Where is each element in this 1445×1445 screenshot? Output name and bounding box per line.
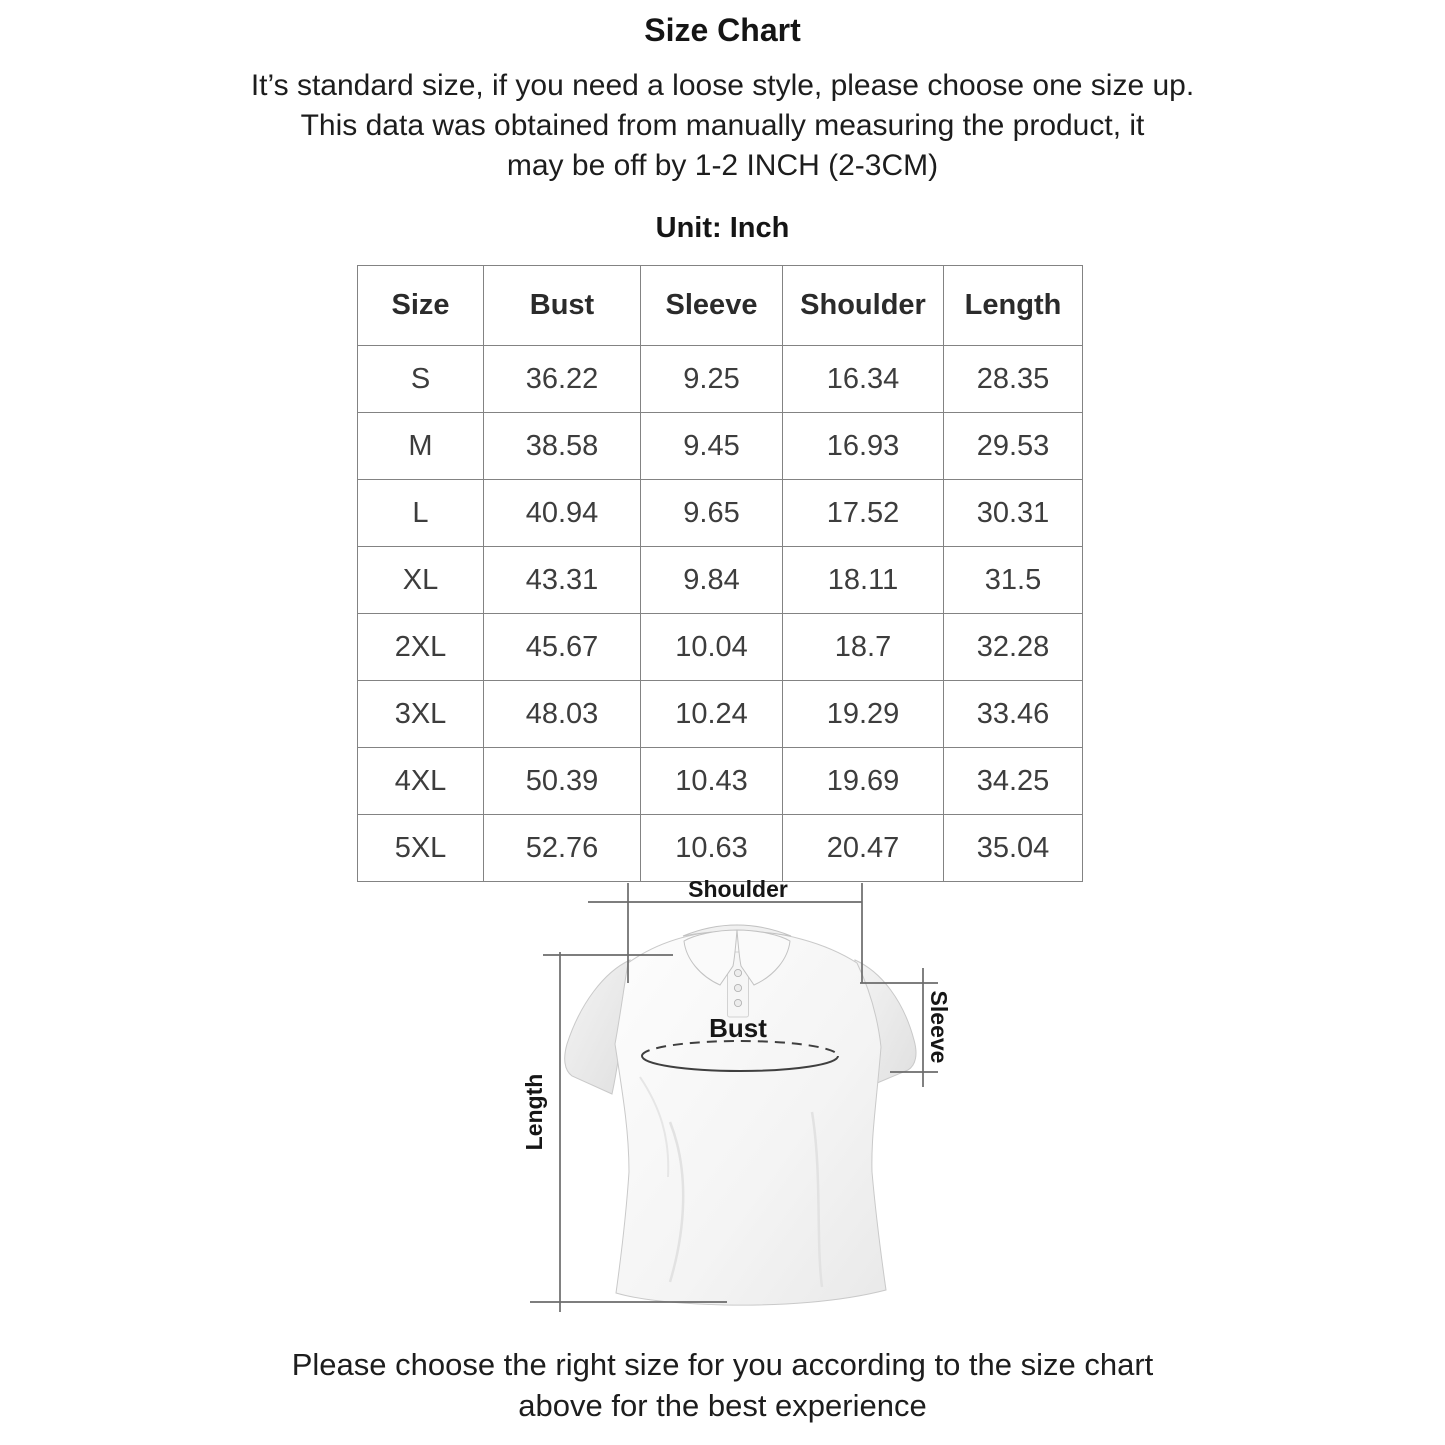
value-cell: 32.28 <box>944 614 1083 681</box>
table-row-l <box>358 480 1083 547</box>
size-cell: XL <box>358 547 484 614</box>
table-row-xl <box>358 547 1083 614</box>
length-label: Length <box>521 1073 547 1151</box>
column-header-length: Length <box>944 266 1083 346</box>
value-cell: 48.03 <box>484 681 641 748</box>
button <box>734 984 741 991</box>
value-cell: 33.46 <box>944 681 1083 748</box>
column-header-sleeve: Sleeve <box>641 266 783 346</box>
size-table <box>357 265 1083 882</box>
size-table-body <box>358 346 1083 882</box>
footer-note-line-1: Please choose the right size for you according to the size chart <box>291 1347 1154 1382</box>
size-table-header <box>358 266 1083 346</box>
button <box>734 999 741 1006</box>
unit-label: Unit: Inch <box>655 212 790 244</box>
size-note-line-3: may be off by 1-2 INCH (2-3CM) <box>506 149 939 182</box>
value-cell: 40.94 <box>484 480 641 547</box>
size-cell: 5XL <box>358 815 484 882</box>
size-note-line-1: It’s standard size, if you need a loose style, please choose one size up. <box>250 69 1195 102</box>
value-cell: 9.25 <box>641 346 783 413</box>
size-cell: M <box>358 413 484 480</box>
value-cell: 10.24 <box>641 681 783 748</box>
value-cell: 30.31 <box>944 480 1083 547</box>
value-cell: 16.93 <box>783 413 944 480</box>
header-row <box>358 266 1083 346</box>
table-row-3xl <box>358 681 1083 748</box>
value-cell: 16.34 <box>783 346 944 413</box>
polo-shirt-illustration <box>565 925 916 1305</box>
value-cell: 10.43 <box>641 748 783 815</box>
table-row-m <box>358 413 1083 480</box>
column-header-shoulder: Shoulder <box>783 266 944 346</box>
value-cell: 36.22 <box>484 346 641 413</box>
value-cell: 18.11 <box>783 547 944 614</box>
size-cell: 3XL <box>358 681 484 748</box>
value-cell: 10.63 <box>641 815 783 882</box>
bust-label: Bust <box>709 1013 767 1043</box>
value-cell: 17.52 <box>783 480 944 547</box>
value-cell: 50.39 <box>484 748 641 815</box>
value-cell: 52.76 <box>484 815 641 882</box>
table-row-2xl <box>358 614 1083 681</box>
table-row-s <box>358 346 1083 413</box>
size-cell: 4XL <box>358 748 484 815</box>
page-title: Size Chart <box>644 12 801 48</box>
value-cell: 28.35 <box>944 346 1083 413</box>
footer-note <box>0 1344 1445 1426</box>
sleeve-label: Sleeve <box>926 990 952 1064</box>
size-note <box>0 66 1445 186</box>
shirt-measurement-diagram <box>520 872 990 1320</box>
value-cell: 19.69 <box>783 748 944 815</box>
value-cell: 34.25 <box>944 748 1083 815</box>
value-cell: 9.84 <box>641 547 783 614</box>
value-cell: 29.53 <box>944 413 1083 480</box>
size-cell: L <box>358 480 484 547</box>
value-cell: 9.45 <box>641 413 783 480</box>
column-header-size: Size <box>358 266 484 346</box>
table-row-4xl <box>358 748 1083 815</box>
value-cell: 9.65 <box>641 480 783 547</box>
shirt-body <box>615 930 886 1305</box>
value-cell: 31.5 <box>944 547 1083 614</box>
value-cell: 10.04 <box>641 614 783 681</box>
column-header-bust: Bust <box>484 266 641 346</box>
size-cell: 2XL <box>358 614 484 681</box>
size-cell: S <box>358 346 484 413</box>
value-cell: 18.7 <box>783 614 944 681</box>
shoulder-label: Shoulder <box>688 876 788 902</box>
value-cell: 19.29 <box>783 681 944 748</box>
value-cell: 20.47 <box>783 815 944 882</box>
value-cell: 38.58 <box>484 413 641 480</box>
size-note-line-2: This data was obtained from manually measuring the product, it <box>300 109 1145 142</box>
value-cell: 43.31 <box>484 547 641 614</box>
button <box>734 969 741 976</box>
value-cell: 45.67 <box>484 614 641 681</box>
value-cell: 35.04 <box>944 815 1083 882</box>
footer-note-line-2: above for the best experience <box>518 1388 927 1423</box>
